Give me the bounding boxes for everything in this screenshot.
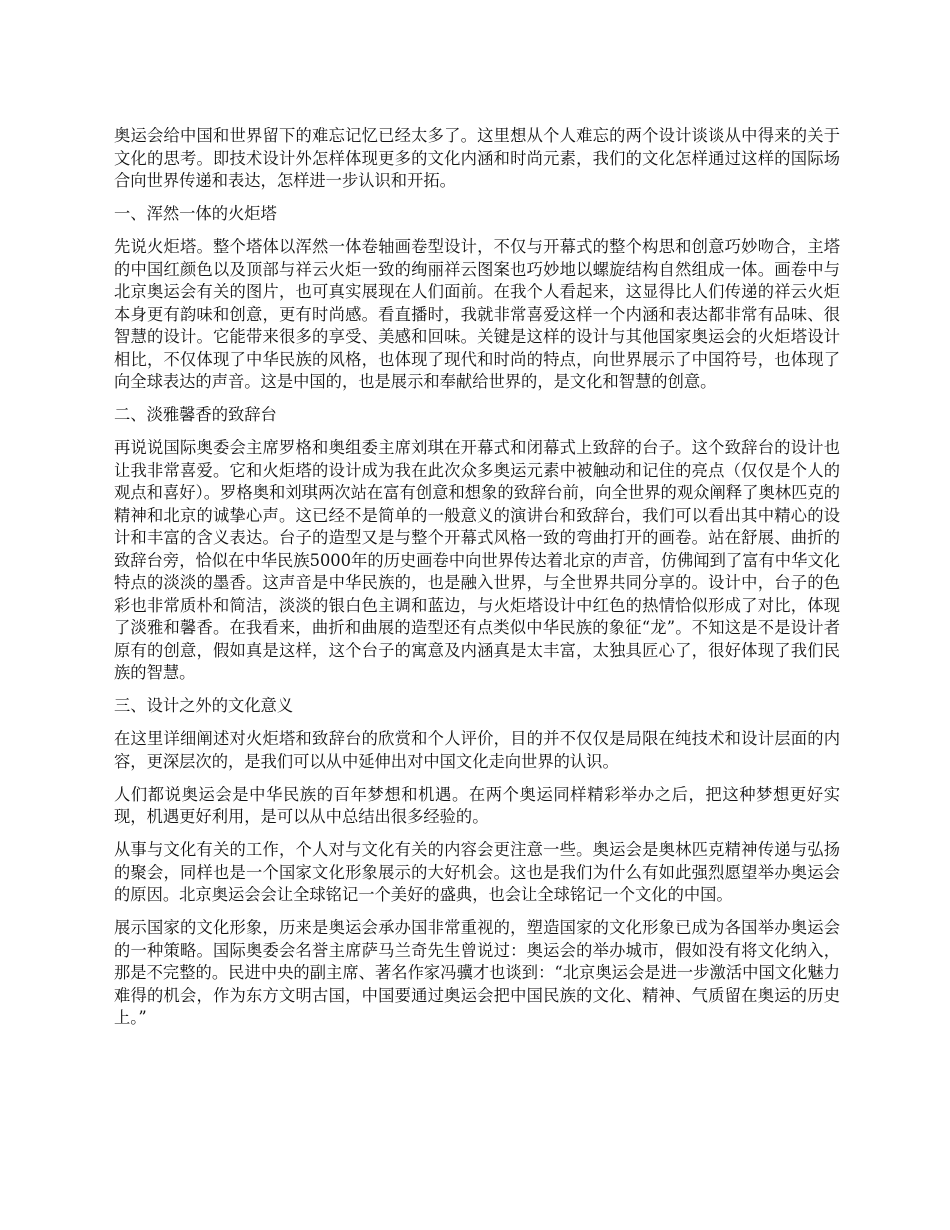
cultural-meaning-paragraph-3: 从事与文化有关的工作，个人对与文化有关的内容会更注意一些。奥运会是奥林匹克精神传递与弘扬的聚会，同样也是一个国家文化形象展示的大好机会。这也是我们为什么有如此强烈愿望举办奥运会的原因。北京奥运会会让全球铭记一个美好的盛典，也会让全球铭记一个文化的中国。 [114, 840, 840, 904]
section-heading-speech-podium: 二、淡雅馨香的致辞台 [114, 405, 277, 424]
cultural-meaning-paragraph-4: 展示国家的文化形象，历来是奥运会承办国非常重视的，塑造国家的文化形象已成为各国举办奥运会的一种策略。国际奥委会名誉主席萨马兰奇先生曾说过：奥运会的举办城市，假如没有将文化纳入，那是不完整的。民进中央的副主席、著名作家冯骥才也谈到：“北京奥运会是进一步激活中国文化魅力难得的机会，作为东方文明古国，中国要通过奥运会把中国民族的文化、精神、气质留在奥运的历史上。” [114, 918, 840, 1027]
section-heading-cultural-meaning: 三、设计之外的文化意义 [114, 696, 294, 715]
speech-podium-paragraph: 再说说国际奥委会主席罗格和奥组委主席刘琪在开幕式和闭幕式上致辞的台子。这个致辞台的设计也让我非常喜爱。它和火炬塔的设计成为我在此次众多奥运元素中被触动和记住的亮点（仅仅是个人的观点和喜好）。罗格奥和刘琪两次站在富有创意和想象的致辞台前，向全世界的观众阐释了奥林匹克的精神和北京的诚挚心声。这已经不是简单的一般意义的演讲台和致辞台，我们可以看出其中精心的设计和丰富的含义表达。台子的造型又是与整个开幕式风格一致的弯曲打开的画卷。站在舒展、曲折的致辞台旁，恰似在中华民族5000年的历史画卷中向世界传达着北京的声音，仿佛闻到了富有中华文化特点的淡淡的墨香。这声音是中华民族的，也是融入世界，与全世界共同分享的。设计中，台子的色彩也非常质朴和简洁，淡淡的银白色主调和蓝边，与火炬塔设计中红色的热情恰似形成了对比，体现了淡雅和馨香。在我看来，曲折和曲展的造型还有点类似中华民族的象征“龙”。不知这是不是设计者原有的创意，假如真是这样，这个台子的寓意及内涵真是太丰富，太独具匠心了，很好体现了我们民族的智慧。 [114, 438, 840, 682]
document-page [114, 125, 840, 1040]
torch-tower-paragraph: 先说火炬塔。整个塔体以浑然一体卷轴画卷型设计，不仅与开幕式的整个构思和创意巧妙吻合，主塔的中国红颜色以及顶部与祥云火炬一致的绚丽祥云图案也巧妙地以螺旋结构自然组成一体。画卷中与北京奥运会有关的图片，也可真实展现在人们面前。在我个人看起来，这显得比人们传递的祥云火炬本身更有韵味和创意，更有时尚感。看直播时，我就非常喜爱这样一个内涵和表达都非常有品味、很智慧的设计。它能带来很多的享受、美感和回味。关键是这样的设计与其他国家奥运会的火炬塔设计相比，不仅体现了中华民族的风格，也体现了现代和时尚的特点，向世界展示了中国符号，也体现了向全球表达的声音。这是中国的，也是展示和奉献给世界的，是文化和智慧的创意。 [114, 237, 840, 391]
section-heading-torch-tower: 一、浑然一体的火炬塔 [114, 204, 277, 223]
cultural-meaning-paragraph-2: 人们都说奥运会是中华民族的百年梦想和机遇。在两个奥运同样精彩举办之后，把这种梦想更好实现，机遇更好利用，是可以从中总结出很多经验的。 [114, 784, 840, 826]
cultural-meaning-paragraph-1: 在这里详细阐述对火炬塔和致辞台的欣赏和个人评价，目的并不仅仅是局限在纯技术和设计层面的内容，更深层次的，是我们可以从中延伸出对中国文化走向世界的认识。 [114, 729, 840, 771]
intro-paragraph: 奥运会给中国和世界留下的难忘记忆已经太多了。这里想从个人难忘的两个设计谈谈从中得来的关于文化的思考。即技术设计外怎样体现更多的文化内涵和时尚元素，我们的文化怎样通过这样的国际场合向世界传递和表达，怎样进一步认识和开拓。 [114, 126, 840, 190]
